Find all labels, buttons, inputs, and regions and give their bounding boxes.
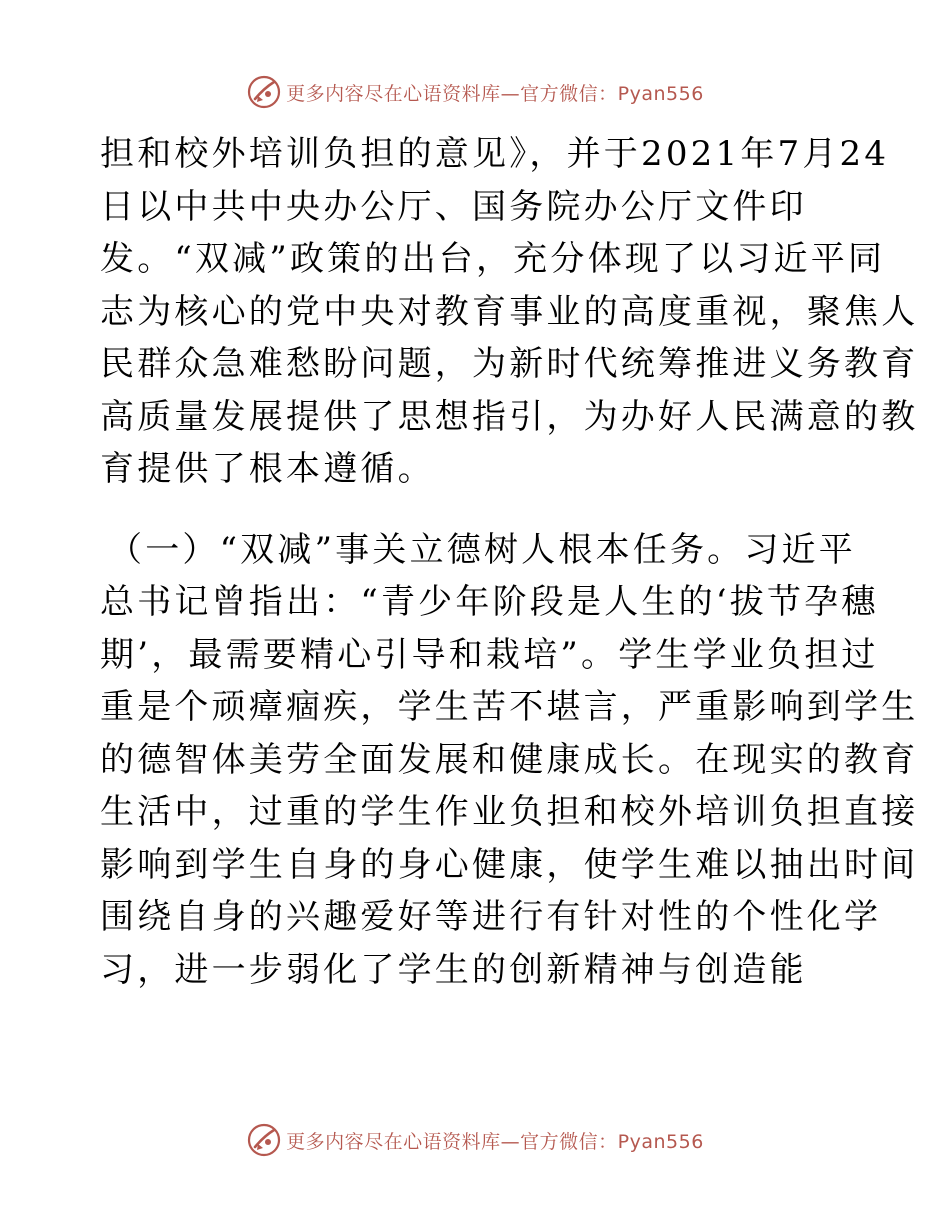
text-line: 围绕自身的兴趣爱好等进行有针对性的个性化学 (100, 897, 882, 937)
text-line: 总书记曾指出：“青少年阶段是人生的‘拔节孕穗 (100, 582, 879, 622)
footer-watermark-banner (0, 1120, 950, 1160)
text-line: 影响到学生自身的身心健康，使学生难以抽出时间 (100, 844, 919, 885)
paragraph-2 (100, 524, 919, 997)
text-line: 日以中共中央办公厅、国务院办公厅文件印 (100, 186, 807, 227)
section-heading-line: （一）“双减”事关立德树人根本任务。习近平 (108, 529, 856, 570)
text-line: 期’，最需要精心引导和栽培”。学生学业负担过 (100, 634, 879, 675)
text-line: 民群众急难愁盼问题，为新时代统筹推进义务教育 (100, 344, 919, 384)
text-line: 担和校外培训负担的意见》，并于2021年7月24 (100, 134, 890, 174)
text-line: 志为核心的党中央对教育事业的高度重视，聚焦人 (100, 291, 919, 332)
text-line: 习，进一步弱化了学生的创新精神与创造能 (100, 949, 807, 990)
banner-text: 更多内容尽在心语资料库—官方微信：Pyan556 (286, 82, 704, 105)
banner-text: 更多内容尽在心语资料库—官方微信：Pyan556 (286, 1130, 704, 1153)
paragraph-1 (100, 128, 919, 496)
text-line: 发。“双减”政策的出台，充分体现了以习近平同 (100, 239, 886, 279)
header-watermark-banner (0, 72, 950, 112)
quill-seal-icon (246, 74, 282, 110)
text-line: 重是个顽瘴痼疾，学生苦不堪言，严重影响到学生 (100, 687, 919, 727)
text-line: 生活中，过重的学生作业负担和校外培训负担直接 (100, 792, 919, 832)
text-line: 高质量发展提供了思想指引，为办好人民满意的教 (100, 396, 919, 437)
quill-seal-icon (246, 1122, 282, 1158)
text-line: 育提供了根本遵循。 (100, 449, 435, 489)
document-body (100, 128, 919, 996)
text-line: 的德智体美劳全面发展和健康成长。在现实的教育 (100, 739, 919, 780)
